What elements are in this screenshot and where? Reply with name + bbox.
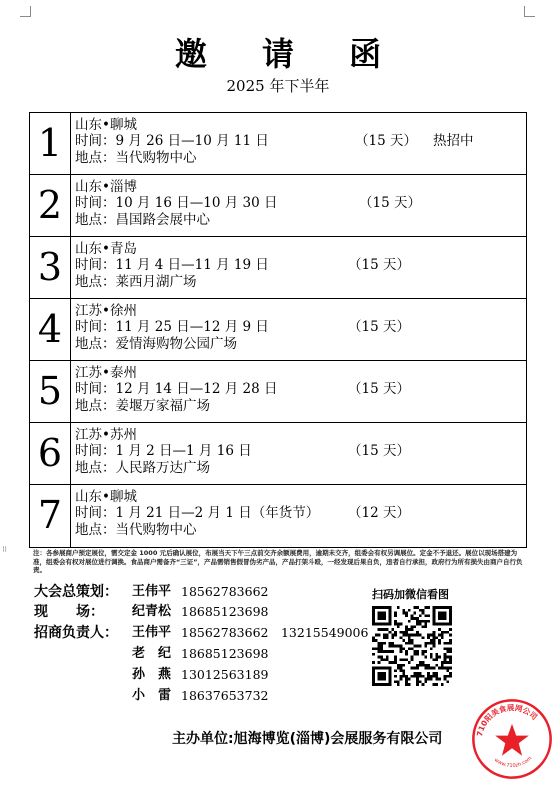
event-row — [30, 423, 526, 485]
contact-phone: 13012563189 — [181, 667, 269, 682]
contact-phone: 18562783662 13215549006 — [181, 625, 369, 640]
contact-name: 纪青松 — [132, 604, 172, 619]
event-time: 时间：11 月 25 日—12 月 9 日 — [75, 319, 269, 335]
event-city: 山东•青岛 — [75, 241, 137, 257]
seal-text: 710阳美食展网公司 — [475, 703, 540, 738]
contact-role: 大会总策划： — [34, 584, 118, 600]
event-number: 7 — [30, 485, 71, 547]
event-venue: 地点：当代购物中心 — [75, 522, 197, 538]
event-row — [30, 175, 526, 237]
qr-caption: 扫码加微信看图 — [372, 588, 449, 601]
contact-role: 招商负责人： — [34, 625, 118, 641]
event-time: 时间：9 月 26 日—10 月 11 日 — [75, 133, 269, 149]
organizer: 主办单位:旭海博览(淄博)会展服务有限公司 — [172, 731, 443, 747]
page-title: 邀 请 函 — [174, 35, 404, 73]
event-time: 时间：1 月 21 日—2 月 1 日（年货节） — [75, 505, 320, 521]
event-city: 山东•淄博 — [75, 179, 137, 195]
contact-name: 小 雷 — [132, 688, 172, 703]
event-days: （15 天） — [348, 443, 410, 459]
event-number: 6 — [30, 423, 71, 484]
contact-phone: 18685123698 — [181, 604, 269, 619]
event-time: 时间：12 月 14 日—12 月 28 日 — [75, 381, 278, 397]
event-number: 5 — [30, 361, 71, 422]
contact-phone: 18562783662 — [181, 584, 269, 599]
company-seal-icon — [470, 697, 554, 781]
page-corner-mark — [524, 6, 535, 17]
drag-handle-icon[interactable]: ⠿ — [2, 546, 9, 554]
event-time: 时间：11 月 4 日—11 月 19 日 — [75, 257, 269, 273]
event-row — [30, 299, 526, 361]
event-venue: 地点：爱情海购物公园广场 — [75, 336, 237, 352]
seal-url: www.710zh.com — [492, 755, 534, 770]
event-venue: 地点：昌国路会展中心 — [75, 212, 210, 228]
event-venue: 地点：姜堰万家福广场 — [75, 398, 210, 414]
contact-name: 王伟平 — [132, 625, 172, 640]
contact-name: 老 纪 — [132, 646, 172, 661]
event-row — [30, 485, 526, 548]
event-venue: 地点：莱西月湖广场 — [75, 274, 197, 290]
svg-text:www.710zh.com — [493, 755, 533, 769]
event-number: 1 — [30, 113, 71, 174]
terms-note: 注：各参展商户预定展位，需交定金 1000 元后确认展位，布展当天下午三点前交齐余额展费用，逾期未交齐，组委会有权另调展位。定金不予退还。展位以现场搭建为准，组委会有权对展位进行调换。食品商户需备齐“三证”，产品需销售假冒伪劣产品，产品打架斗殴，一经发现后果自负，违者自行承担，政府行为所有损失由商户自行负责。 — [33, 549, 523, 575]
contact-role: 现 场： — [34, 604, 104, 620]
event-days: （15 天） — [348, 319, 410, 335]
event-city: 山东•聊城 — [75, 117, 137, 133]
event-row — [30, 113, 526, 175]
event-row — [30, 361, 526, 423]
event-days: （12 天） — [348, 505, 410, 521]
svg-text:710阳美食展网公司 — [475, 703, 540, 737]
contact-phone: 18685123698 — [181, 646, 269, 661]
event-days: （15 天） — [348, 381, 410, 397]
event-venue: 地点：当代购物中心 — [75, 150, 197, 166]
event-days: （15 天） — [359, 195, 421, 211]
page-corner-mark — [20, 6, 31, 17]
event-city: 山东•聊城 — [75, 489, 137, 505]
event-time: 时间：1 月 2 日—1 月 16 日 — [75, 443, 252, 459]
page-subtitle: 2025 年下半年 — [226, 77, 330, 95]
event-table — [29, 112, 527, 548]
contact-phone: 18637653732 — [181, 688, 269, 703]
event-time: 时间：10 月 16 日—10 月 30 日 — [75, 195, 278, 211]
event-days: （15 天） — [355, 133, 417, 149]
event-days: （15 天） — [348, 257, 410, 273]
contact-name: 王伟平 — [132, 584, 172, 599]
event-row — [30, 237, 526, 299]
event-number: 2 — [30, 175, 71, 236]
event-city: 江苏•泰州 — [75, 365, 137, 381]
event-venue: 地点：人民路万达广场 — [75, 460, 210, 476]
event-city: 江苏•徐州 — [75, 303, 137, 319]
event-status: 热招中 — [433, 133, 474, 149]
qr-code-icon[interactable] — [372, 606, 452, 686]
event-number: 3 — [30, 237, 71, 298]
event-number: 4 — [30, 299, 71, 360]
contact-name: 孙 燕 — [132, 667, 172, 682]
event-city: 江苏•苏州 — [75, 427, 137, 443]
